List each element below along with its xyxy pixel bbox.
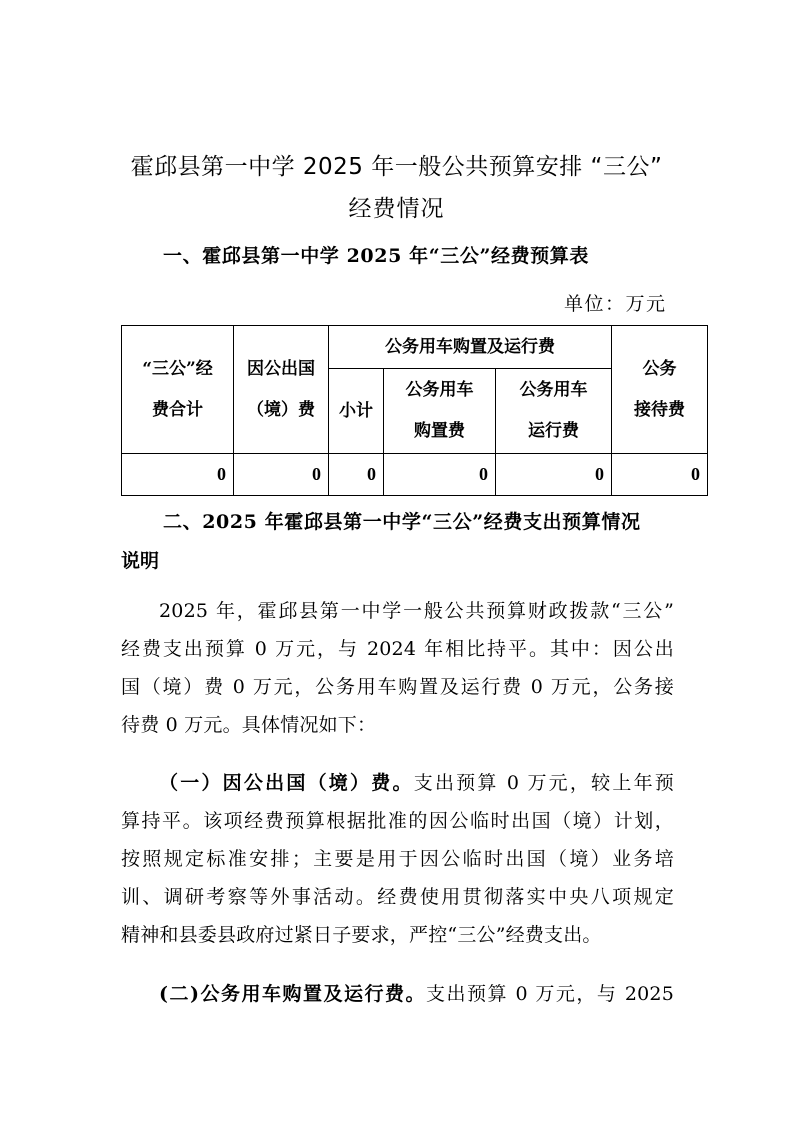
header-operation-line-2: 运行费 xyxy=(528,421,579,441)
unit-label: 单位：万元 xyxy=(564,293,667,315)
header-vehicle-operation xyxy=(496,369,612,454)
paragraph-line xyxy=(121,764,674,802)
cell-reception: 0 xyxy=(612,454,708,496)
section-1-heading: 一、霍邱县第一中学 2025 年“三公”经费预算表 xyxy=(163,245,589,267)
header-abroad xyxy=(234,326,329,454)
cell-subtotal: 0 xyxy=(329,454,384,496)
header-subtotal: 小计 xyxy=(329,369,384,454)
paragraph-line: 精神和县委县政府过紧日子要求，严控“三公”经费支出。 xyxy=(121,924,602,946)
header-abroad-line-1: 因公出国 xyxy=(247,358,315,379)
header-purchase-line-1: 公务用车 xyxy=(405,380,474,400)
header-reception-line-2: 接待费 xyxy=(634,399,685,420)
paragraph-line xyxy=(121,975,674,1013)
header-reception-line-1: 公务 xyxy=(642,358,677,379)
header-total-line-2: 费合计 xyxy=(152,399,203,420)
header-vehicle-purchase xyxy=(384,369,496,454)
cell-abroad: 0 xyxy=(234,454,329,496)
cell-vehicle-operation: 0 xyxy=(496,454,612,496)
document-title-line-1: 霍邱县第一中学 2025 年一般公共预算安排 “三公” xyxy=(130,154,663,180)
paragraph-line: 待费 0 万元。具体情况如下： xyxy=(121,714,377,736)
paragraph-lead-bold: （一）因公出国（境）费。 xyxy=(159,772,414,794)
header-total xyxy=(122,326,234,454)
paragraph-line: 算持平。该项经费预算根据批准的因公临时出国（境）计划， xyxy=(121,810,674,832)
paragraph-vehicle-expense xyxy=(121,975,674,1013)
table-row xyxy=(122,454,708,496)
paragraph-abroad-expense xyxy=(121,764,674,954)
header-abroad-line-2: （境）费 xyxy=(247,399,315,420)
header-purchase-line-2: 购置费 xyxy=(414,421,465,441)
section-2-heading-line-2: 说明 xyxy=(121,550,160,572)
paragraph-line: 按照规定标准安排；主要是用于因公临时出国（境）业务培 xyxy=(121,848,674,870)
paragraph-line-rest: 支出预算 0 万元，较上年预 xyxy=(413,772,674,794)
header-vehicle-group: 公务用车购置及运行费 xyxy=(329,326,612,369)
paragraph-lead-bold: (二)公务用车购置及运行费。 xyxy=(159,983,426,1005)
document-title-line-2: 经费情况 xyxy=(348,196,445,222)
cell-vehicle-purchase: 0 xyxy=(384,454,496,496)
cell-total: 0 xyxy=(122,454,234,496)
header-operation-line-1: 公务用车 xyxy=(519,380,588,400)
header-reception xyxy=(612,326,708,454)
paragraph-summary xyxy=(121,592,674,744)
paragraph-line: 国（境）费 0 万元，公务用车购置及运行费 0 万元，公务接 xyxy=(121,676,674,698)
paragraph-line: 训、调研考察等外事活动。经费使用贯彻落实中央八项规定 xyxy=(121,886,674,908)
paragraph-line: 2025 年，霍邱县第一中学一般公共预算财政拨款“三公” xyxy=(159,600,674,622)
paragraph-line-rest: 支出预算 0 万元，与 2025 xyxy=(425,983,674,1005)
section-2-heading-line-1: 二、2025 年霍邱县第一中学“三公”经费支出预算情况 xyxy=(163,511,641,533)
header-total-line-1: “三公”经 xyxy=(142,358,213,379)
budget-table xyxy=(121,325,708,496)
table-header-row-1 xyxy=(122,326,708,369)
paragraph-line: 经费支出预算 0 万元，与 2024 年相比持平。其中：因公出 xyxy=(121,638,674,660)
